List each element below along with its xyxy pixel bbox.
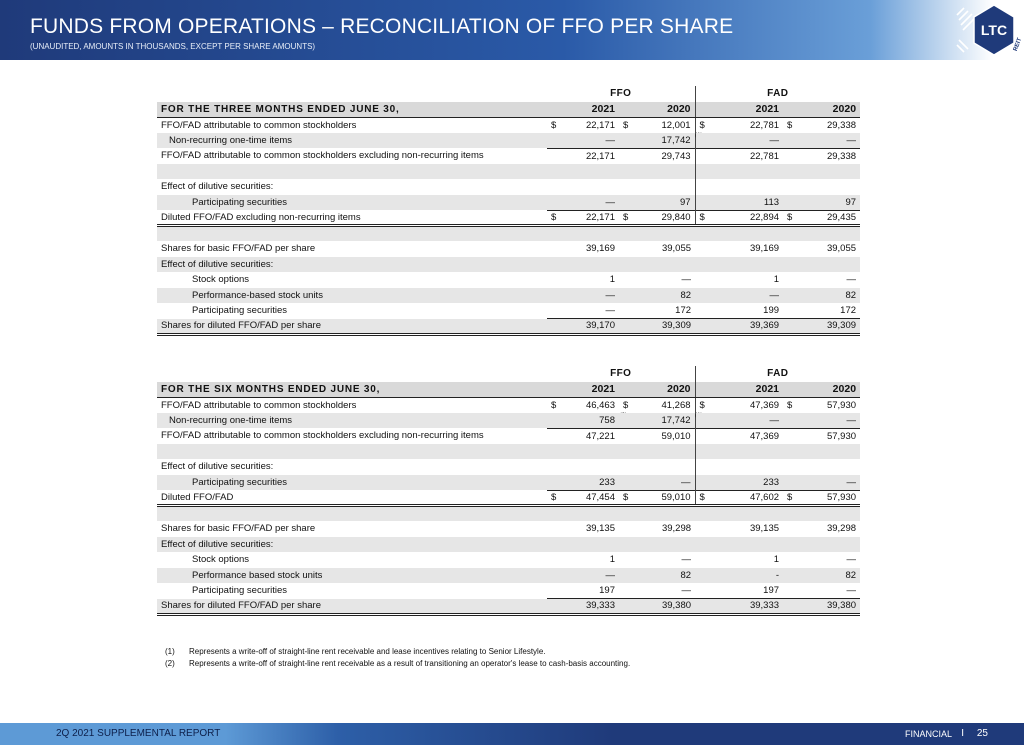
- year-header: 2021: [695, 382, 783, 398]
- six-months-table: [157, 366, 860, 616]
- table-row: Shares for basic FFO/FAD per share 39,135 39,298 39,135 39,298: [161, 523, 857, 535]
- table-row: Shares for basic FFO/FAD per share 39,169 39,055 39,169 39,055: [161, 243, 857, 255]
- spacer-row: [157, 226, 860, 242]
- table-row: FFO/FAD attributable to common stockholders $ 22,171 $ 12,001 $ 22,781 $ 29,338: [157, 117, 860, 133]
- footnote: (2) Represents a write-off of straight-line rent receivable as a result of transitioning an operator's lease to cash-basis accounting.: [165, 659, 631, 668]
- period-label: FOR THE SIX MONTHS ENDED JUNE 30,: [157, 382, 547, 398]
- table-row: Effect of dilutive securities:: [157, 257, 860, 273]
- year-header: 2020: [619, 382, 695, 398]
- table-row: Non-recurring one-time items 758 17,742 — —: [157, 413, 860, 429]
- ffo-header: FFO: [547, 366, 695, 382]
- year-header: 2021: [695, 102, 783, 118]
- year-header: 2021: [547, 102, 619, 118]
- report-name: 2Q 2021 SUPPLEMENTAL REPORT: [56, 728, 221, 739]
- table-row: Diluted FFO/FAD excluding non-recurring items $ 22,171 $ 29,840 $ 22,894 $ 29,435: [157, 210, 860, 226]
- spacer-row: [157, 444, 860, 460]
- period-label: FOR THE THREE MONTHS ENDED JUNE 30,: [157, 102, 547, 118]
- table-row: FFO/FAD attributable to common stockholders excluding non-recurring items 47,221 59,010 47,369 57,930: [157, 428, 860, 444]
- table-row: Diluted FFO/FAD $ 47,454 $ 59,010 $ 47,602 $ 57,930: [157, 490, 860, 506]
- table-row: Stock options 1 — 1 —: [192, 274, 857, 286]
- page-subtitle: (UNAUDITED, AMOUNTS IN THOUSANDS, EXCEPT PER SHARE AMOUNTS): [30, 42, 316, 51]
- year-header: 2020: [783, 102, 860, 118]
- page-number: 25: [976, 728, 988, 739]
- page-footer: [0, 723, 1024, 745]
- footnote: (1) Represents a write-off of straight-line rent receivable and lease incentives relating to Senior Lifestyle.: [165, 647, 546, 656]
- table-row: FFO/FAD attributable to common stockholders excluding non-recurring items 22,171 29,743 22,781 29,338: [157, 148, 860, 164]
- table-row: Participating securities — 97 113 97: [157, 195, 860, 211]
- table-row: FFO/FAD attributable to common stockholders $ 46,463 $ 41,268 $ 47,369 $ 57,930: [157, 397, 860, 413]
- table-row: Effect of dilutive securities:: [157, 179, 860, 195]
- table-row: Shares for diluted FFO/FAD per share 39,333 39,380 39,333 39,380: [157, 599, 860, 615]
- page-header: [0, 0, 1024, 60]
- table-row: Participating securities — 172 199 172: [192, 305, 857, 317]
- table-row: Effect of dilutive securities:: [157, 459, 860, 475]
- table-row: Performance based stock units — 82 - 82: [157, 568, 860, 584]
- year-header: 2021: [547, 382, 619, 398]
- table-row: Non-recurring one-time items — 17,742 — —: [157, 133, 860, 149]
- year-header: 2020: [619, 102, 695, 118]
- table-row: Performance-based stock units — 82 — 82: [157, 288, 860, 304]
- svg-text:LTC: LTC: [980, 22, 1008, 38]
- page-title: FUNDS FROM OPERATIONS – RECONCILIATION OF FFO PER SHARE: [30, 15, 734, 38]
- table-row: Shares for diluted FFO/FAD per share 39,170 39,309 39,369 39,309: [157, 319, 860, 335]
- section-name: FINANCIAL: [904, 729, 952, 739]
- footer-separator: I: [961, 728, 964, 739]
- fad-header: FAD: [695, 366, 860, 382]
- ltc-reit-logo: [924, 0, 1024, 60]
- table-row: Effect of dilutive securities:: [157, 537, 860, 553]
- spacer-row: [157, 506, 860, 522]
- ffo-header: FFO: [547, 86, 695, 102]
- fad-header: FAD: [695, 86, 860, 102]
- three-months-table: [157, 86, 860, 336]
- spacer-row: [157, 164, 860, 180]
- table-row: Participating securities 233 — 233 —: [157, 475, 860, 491]
- year-header: 2020: [783, 382, 860, 398]
- table-row: Participating securities 197 — 197 —: [192, 585, 857, 597]
- footnotes: [165, 646, 630, 670]
- svg-text:REIT: REIT: [1012, 37, 1024, 53]
- table-row: Stock options 1 — 1 —: [192, 554, 857, 566]
